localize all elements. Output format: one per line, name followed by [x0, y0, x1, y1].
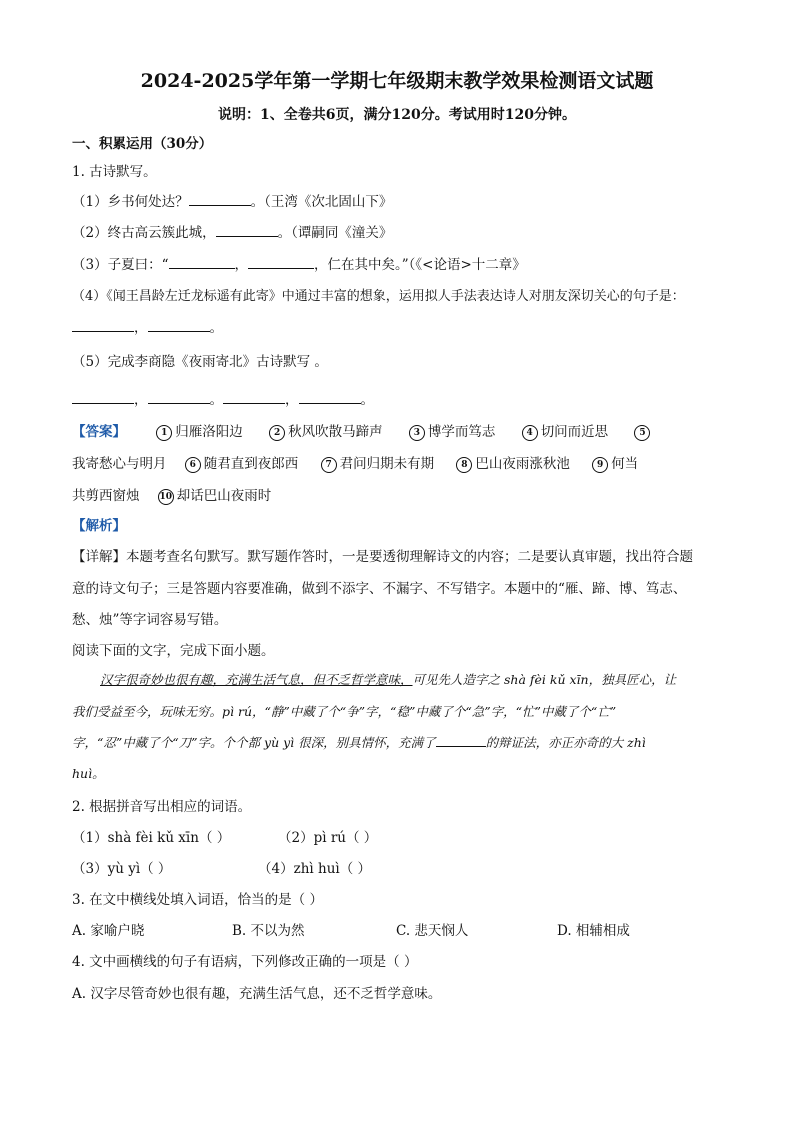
- q1-line-4: （4）《闻王昌龄左迁龙标遥有此寄》中通过丰富的想象，运用拟人手法表达诗人对朋友深切关心的句子是：: [72, 289, 685, 304]
- question-3-stem: 3. 在文中横线处填入词语，恰当的是（ ）: [72, 892, 323, 908]
- question-2-stem: 2. 根据拼音写出相应的词语。: [72, 799, 252, 815]
- q1-line-1: [72, 190, 734, 210]
- detail-line-1: 【详解】本题考查名句默写。默写题作答时，一是要透彻理解诗文的内容；二是要认真审题，找出符合题: [72, 549, 693, 565]
- answer-blank: [72, 318, 134, 332]
- answer-blank: [216, 223, 278, 237]
- q1-line-5: （5）完成李商隐《夜雨寄北》古诗默写 。: [72, 354, 328, 370]
- q1-line-3: [72, 253, 734, 273]
- passage-line-1: 汉字很奇妙也很有趣，充满生活气息，但不乏哲学意味，可见先人造字之 shà fèi kǔ xīn，独具匠心，让: [100, 672, 677, 687]
- reading-intro: 阅读下面的文字，完成下面小题。: [72, 643, 275, 659]
- answer-item: 我寄愁心与明月: [72, 456, 167, 472]
- answer-item: 1 归雁洛阳边: [156, 420, 243, 441]
- exam-note: 说明：1、全卷共6页，满分120分。考试用时120分钟。: [218, 107, 576, 123]
- answer-item: 8 巴山夜雨涨秋池: [456, 452, 570, 473]
- q1-line-5-blanks: [72, 388, 734, 408]
- answer-blank: [223, 390, 285, 404]
- answer-blank: [72, 390, 134, 404]
- q2-item-2: （2）pì rú（ ）: [278, 830, 378, 846]
- q1-l4-end: 。: [209, 320, 223, 336]
- answer-item: 5: [634, 424, 653, 441]
- q1-l1-source: 。（王湾《次北固山下》: [250, 194, 393, 210]
- q1-l5-end: 。: [360, 392, 374, 408]
- detail-line-2: 意的诗文句子；三是答题内容要准确，做到不添字、不漏字、不写错字。本题中的“雁、蹄、博、笃志、: [72, 581, 687, 597]
- q2-item-1: （1）shà fèi kǔ xīn（ ）: [72, 830, 231, 846]
- answer-label: 【答案】: [72, 424, 126, 440]
- q1-l3-sep: ，: [234, 257, 248, 273]
- answer-item: 4 切问而近思: [522, 420, 609, 441]
- answer-item: 9 何当: [592, 452, 638, 473]
- q3-option-b[interactable]: B. 不以为然: [232, 923, 305, 939]
- answer-item: 6 随君直到夜郎西: [185, 452, 299, 473]
- answer-blank: [148, 318, 210, 332]
- answer-item: 10 却话巴山夜雨时: [159, 488, 272, 504]
- q3-option-a[interactable]: A. 家喻户晓: [72, 923, 145, 939]
- q3-option-c[interactable]: C. 悲天悯人: [396, 923, 469, 939]
- answer-blank: [148, 390, 210, 404]
- q3-option-d[interactable]: D. 相辅相成: [557, 923, 630, 939]
- passage-line-4: huì。: [72, 766, 105, 781]
- passage-line-2: 我们受益至今，玩味无穷。pì rú，“静”中藏了个“争”字，“稳”中藏了个“急”字，“忙”中藏了个“亡”: [72, 704, 617, 719]
- answer-item: 2 秋风吹散马蹄声: [269, 420, 383, 441]
- passage-blank: [436, 733, 486, 747]
- answer-item: 3 博学而笃志: [409, 420, 496, 441]
- passage-line-3: 字，“忍”中藏了个“刀”字。个个都 yù yì 很深，别具情怀，充满了 的辩证法，亦正亦奇的大 zhì: [72, 735, 646, 750]
- answer-line-3: [72, 484, 734, 505]
- answer-item: 共剪西窗烛: [72, 488, 140, 504]
- q2-item-4: （4）zhì huì（ ）: [258, 861, 372, 877]
- q2-item-3: （3）yù yì（ ）: [72, 861, 172, 877]
- q1-l4-sep: ，: [134, 320, 148, 336]
- analysis-label: 【解析】: [72, 518, 126, 534]
- answer-item: 7 君问归期未有期: [321, 452, 435, 473]
- section-heading: 一、积累运用（30分）: [72, 136, 213, 152]
- answer-line-2: [72, 452, 734, 473]
- q1-l5-sep: ，: [134, 392, 148, 408]
- question-4-stem: 4. 文中画横线的句子有语病，下列修改正确的一项是（ ）: [72, 954, 418, 970]
- page-title: 2024-2025学年第一学期七年级期末教学效果检测语文试题: [140, 70, 654, 92]
- answer-blank: [299, 390, 361, 404]
- q1-l5-sep: 。: [209, 392, 223, 408]
- answer-blank: [189, 192, 251, 206]
- q1-l1-text: （1）乡书何处达？: [72, 194, 189, 210]
- answer-blank: [248, 255, 314, 269]
- q1-l2-source: 。（谭嗣同《潼关》: [277, 225, 393, 241]
- q1-l5-sep: ，: [285, 392, 299, 408]
- answer-line-1: [72, 420, 734, 441]
- q1-l3-source: ，仁在其中矣。”（《<论语>十二章》: [314, 257, 526, 273]
- answer-blank: [169, 255, 235, 269]
- q1-l2-text: （2）终古高云簇此城，: [72, 225, 216, 241]
- q1-line-2: [72, 221, 734, 241]
- q1-l3-text: （3）子夏曰：“: [72, 257, 169, 273]
- q1-line-4-blanks: [72, 316, 734, 336]
- detail-line-3: 愁、烛”等字词容易写错。: [72, 612, 228, 628]
- q4-option-a[interactable]: A. 汉字尽管奇妙也很有趣，充满生活气息，还不乏哲学意味。: [72, 986, 442, 1002]
- question-1-stem: 1. 古诗默写。: [72, 164, 157, 180]
- underlined-sentence: 汉字很奇妙也很有趣，充满生活气息，但不乏哲学意味，: [100, 672, 413, 687]
